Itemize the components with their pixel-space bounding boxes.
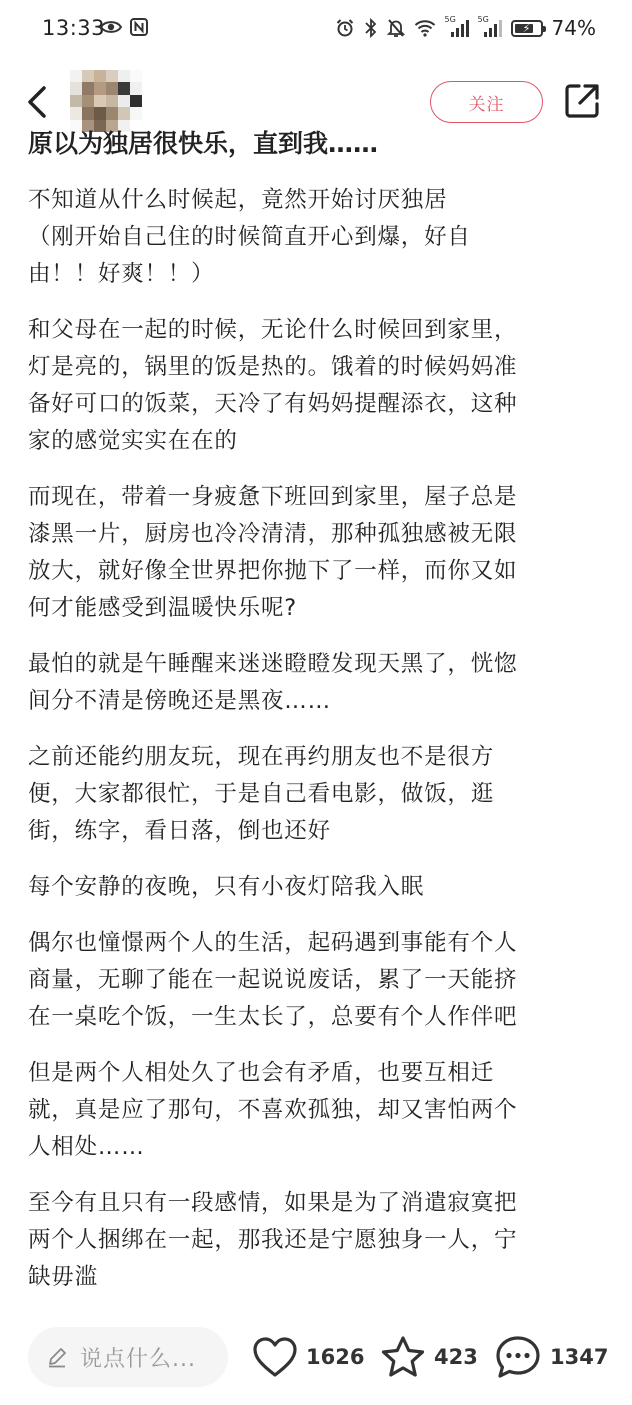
alarm-icon [335,18,355,38]
comment-input[interactable] [28,1327,228,1387]
article-paragraph [28,646,612,720]
comment-bubble-icon [494,1334,542,1380]
article-paragraph [28,1185,612,1296]
paragraph-line: 家的感觉实实在在的 [28,428,238,454]
mute-icon [387,18,405,38]
favorite-count: 423 [434,1345,478,1369]
paragraph-line: 商量，无聊了能在一起说说废话，累了一天能挤 [28,967,518,993]
paragraph-line: 就，真是应了那句，不喜欢孤独，却又害怕两个 [28,1097,518,1123]
battery-percent: 74% [551,16,596,40]
paragraph-line: 放大，就好像全世界把你抛下了一样，而你又如 [28,558,518,584]
chevron-left-icon [18,80,58,124]
paragraph-line: 缺毋滥 [28,1264,98,1290]
paragraph-line: 灯是亮的，锅里的饭是热的。饿着的时候妈妈准 [28,354,518,380]
paragraph-line: 偶尔也憧憬两个人的生活，起码遇到事能有个人 [28,930,518,956]
like-button[interactable] [252,1332,364,1382]
heart-icon [252,1336,298,1378]
paragraph-line: 何才能感受到温暖快乐呢? [28,595,298,621]
paragraph-line: 两个人捆绑在一起，那我还是宁愿独身一人，宁 [28,1227,518,1253]
comment-count: 1347 [550,1345,609,1369]
article-paragraph [28,312,612,460]
eye-icon [100,19,122,35]
paragraph-line: 而现在，带着一身疲惫下班回到家里，屋子总是 [28,484,518,510]
bluetooth-icon [364,18,378,38]
article-title: 原以为独居很快乐，直到我…… [28,129,379,158]
follow-button[interactable]: 关注 [430,81,543,123]
paragraph-line: 备好可口的饭菜，天冷了有妈妈提醒添衣，这种 [28,391,518,417]
paragraph-line: 人相处…… [28,1134,145,1160]
article-paragraph [28,739,612,850]
wifi-icon [414,19,436,37]
paragraph-line: 不知道从什么时候起，竟然开始讨厌独居 [28,187,448,213]
comment-placeholder: 说点什么... [80,1346,196,1372]
paragraph-line: 每个安静的夜晚，只有小夜灯陪我入眠 [28,874,425,900]
signal-icon [445,17,469,39]
comment-button[interactable] [494,1332,608,1382]
nfc-icon [130,18,148,36]
paragraph-line: 由！！好爽！！） [28,261,215,287]
paragraph-line: 漆黑一片，厨房也冷冷清清，那种孤独感被无限 [28,521,518,547]
favorite-button[interactable] [380,1332,478,1382]
paragraph-line: 间分不清是傍晚还是黑夜…… [28,688,331,714]
paragraph-line: 但是两个人相处久了也会有矛盾，也要互相迁 [28,1060,495,1086]
article-paragraphs [28,182,612,1315]
battery-icon [511,20,543,37]
signal-label: 5G [444,15,456,24]
paragraph-line: 便，大家都很忙，于是自己看电影，做饭，逛 [28,781,495,807]
status-bar [0,0,632,62]
paragraph-line: 最怕的就是午睡醒来迷迷瞪瞪发现天黑了，恍惚 [28,651,518,677]
bottom-action-bar [0,1310,632,1405]
article-paragraph [28,182,612,293]
author-avatar[interactable] [70,70,142,132]
pencil-icon [46,1346,68,1368]
signal-icon [478,17,502,39]
star-icon [380,1335,426,1379]
charging-icon: ⚡ [522,21,531,35]
signal-label: 5G [477,15,489,24]
share-button[interactable] [563,82,601,120]
article-body [28,129,612,1310]
article-paragraph [28,479,612,627]
paragraph-line: 和父母在一起的时候，无论什么时候回到家里， [28,317,518,343]
paragraph-line: （刚开始自己住的时候简直开心到爆，好自 [28,224,471,250]
paragraph-line: 至今有且只有一段感情，如果是为了消遣寂寞把 [28,1190,518,1216]
article-paragraph [28,1055,612,1166]
article-paragraph [28,925,612,1036]
share-icon [563,82,601,120]
article-paragraph [28,869,612,906]
back-button[interactable] [18,80,58,124]
paragraph-line: 街，练字，看日落，倒也还好 [28,818,331,844]
paragraph-line: 在一桌吃个饭，一生太长了，总要有个人作伴吧 [28,1004,518,1030]
status-right-icons [335,16,596,40]
like-count: 1626 [306,1345,365,1369]
paragraph-line: 之前还能约朋友玩，现在再约朋友也不是很方 [28,744,495,770]
status-left-icons [100,18,148,36]
status-time: 13:33 [42,16,106,40]
